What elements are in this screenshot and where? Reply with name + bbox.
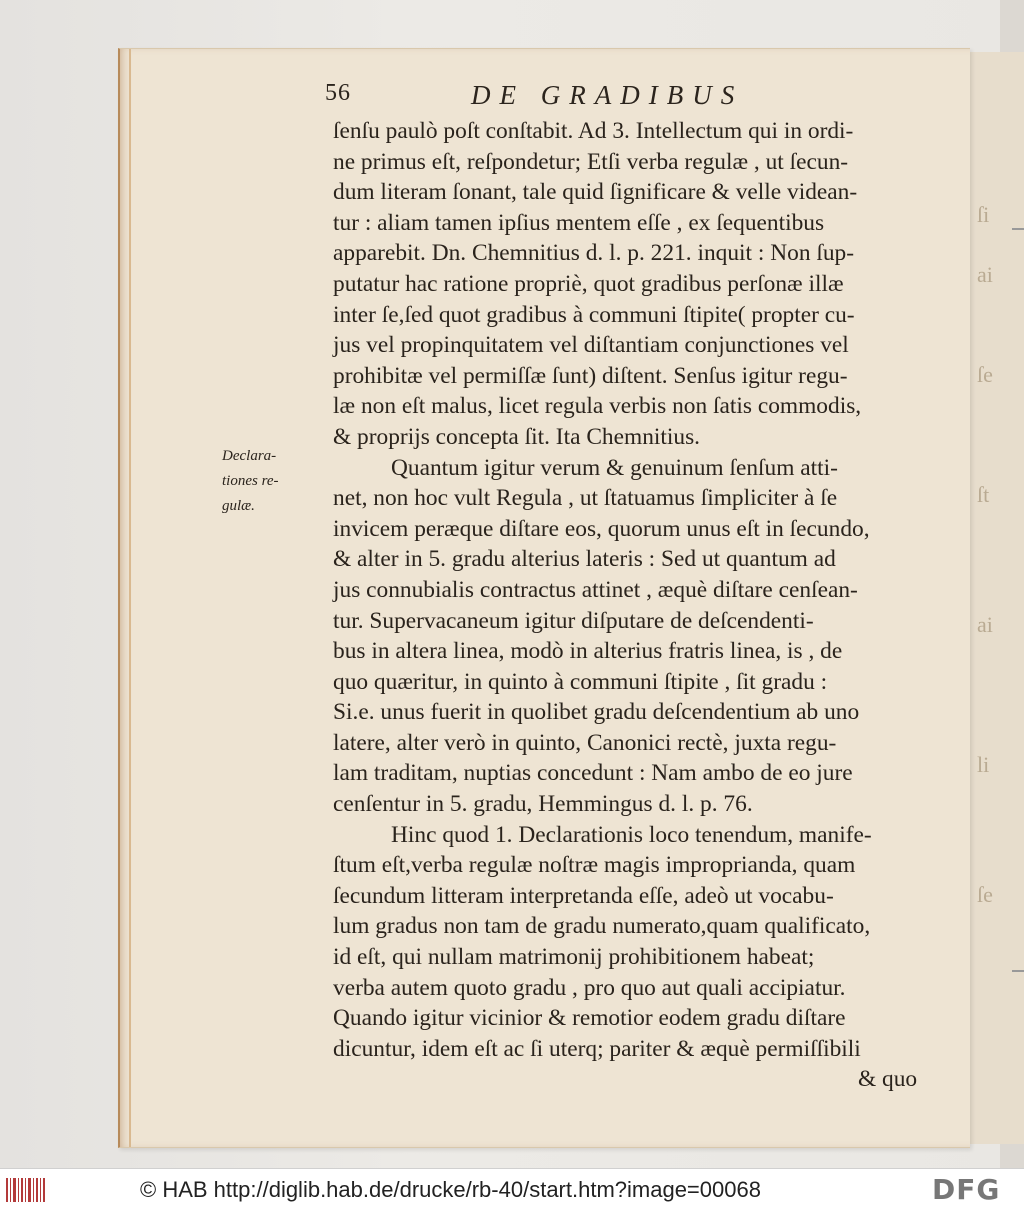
running-title: DE GRADIBUS <box>471 80 744 110</box>
text-line: invicem peræque diſtare eos, quorum unus eſt in ſecundo, <box>333 515 870 542</box>
text-line: verba autem quoto gradu , pro quo aut quali accipiatur. <box>333 974 846 1001</box>
text-line: putatur hac ratione propriè, quot gradibus perſonæ illæ <box>333 270 844 297</box>
text-line: cenſentur in 5. gradu, Hemmingus d. l. p. 76. <box>333 791 753 818</box>
text-line: Quantum igitur verum & genuinum ſenſum atti- <box>391 454 838 481</box>
page-header <box>325 80 785 116</box>
edge-mark <box>1012 970 1024 972</box>
margin-note-line: tiones re- <box>222 473 279 489</box>
footer-bar <box>0 1168 1024 1210</box>
margin-note <box>222 444 322 519</box>
text-line: id eſt, qui nullam matrimonij prohibitionem habeat; <box>333 944 815 971</box>
text-line: Quando igitur vicinior & remotior eodem gradu diſtare <box>333 1005 846 1032</box>
text-line: tur : aliam tamen ipſius mentem eſſe , ex ſequentibus <box>333 209 825 236</box>
text-line: ne primus eſt, reſpondetur; Etſi verba regulæ , ut ſecun- <box>333 148 849 175</box>
text-line: dum literam ſonant, tale quid ſignificare & velle videan- <box>333 179 858 206</box>
text-line: latere, alter verò in quinto, Canonici rectè, juxta regu- <box>333 729 837 756</box>
text-line: prohibitæ vel permiſſæ ſunt) diſtent. Senſus igitur regu- <box>333 362 848 389</box>
text-line: tur. Supervacaneum igitur diſputare de deſcendenti- <box>333 607 814 634</box>
text-line: bus in altera linea, modò in alterius fratris linea, is , de <box>333 638 843 665</box>
text-line: net, non hoc vult Regula , ut ſtatuamus ſimpliciter à ſe <box>333 485 838 512</box>
text-line: lum gradus non tam de gradu numerato,quam qualificato, <box>333 913 871 940</box>
edge-mark <box>1012 228 1024 230</box>
text-line: ſenſu paulò poſt conſtabit. Ad 3. Intellectum qui in ordi- <box>333 118 854 144</box>
text-line: læ non eſt malus, licet regula verbis non ſatis commodis, <box>333 393 862 420</box>
text-line: lam traditam, nuptias concedunt : Nam ambo de eo jure <box>333 760 853 787</box>
text-line: dicuntur, idem eſt ac ſi uterq; pariter & æquè permiſſibili <box>333 1035 861 1062</box>
copyright-url[interactable]: © HAB http://diglib.hab.de/drucke/rb-40/start.htm?image=00068 <box>140 1177 761 1202</box>
text-line: jus vel propinquitatem vel diſtantiam conjunctiones vel <box>333 332 849 359</box>
dfg-logo: DFG <box>932 1173 1001 1206</box>
margin-note-line: Declara- <box>222 448 277 464</box>
text-line: & alter in 5. gradu alterius lateris : Sed ut quantum ad <box>333 546 836 573</box>
margin-note-line: gulæ. <box>222 498 255 514</box>
text-line: quo quæritur, in quinto à communi ſtipite , ſit gradu : <box>333 668 828 695</box>
text-line: ſtum eſt,verba regulæ noſtræ magis improprianda, quam <box>333 852 856 879</box>
hab-barcode-icon <box>6 1178 46 1202</box>
text-line: ſecundum litteram interpretanda eſſe, adeò ut vocabu- <box>333 882 834 909</box>
adjacent-page: ſi ai ſe ſt ai li ſe <box>968 52 1024 1144</box>
text-line: & proprijs concepta ſit. Ita Chemnitius. <box>333 423 701 450</box>
page-number: 56 <box>325 80 351 106</box>
text-line: Hinc quod 1. Declarationis loco tenendum, manife- <box>391 821 872 848</box>
page-gutter <box>129 49 131 1147</box>
body-text <box>333 116 933 1095</box>
text-line: Si.e. unus fuerit in quolibet gradu deſcendentium ab uno <box>333 699 860 726</box>
text-line: jus connubialis contractus attinet , æquè diſtare cenſean- <box>333 576 858 603</box>
text-line: apparebit. Dn. Chemnitius d. l. p. 221. inquit : Non ſup- <box>333 240 855 267</box>
text-line: inter ſe,ſed quot gradibus à communi ſtipite( propter cu- <box>333 301 855 328</box>
catchword: & quo <box>858 1066 918 1093</box>
